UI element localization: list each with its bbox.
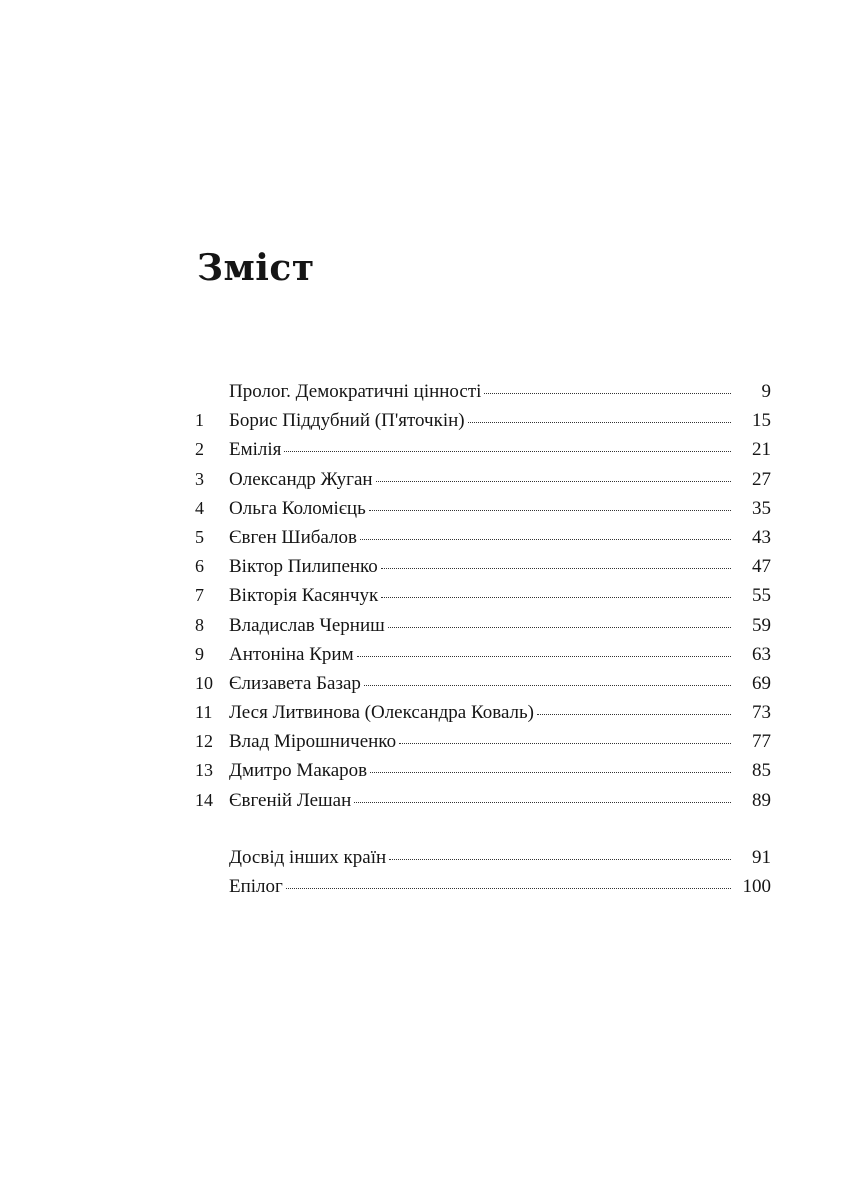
chapter-title: Емілія [229, 439, 282, 461]
page-number: 59 [752, 614, 771, 636]
section-gap [195, 815, 775, 843]
toc-entry[interactable] [195, 406, 775, 435]
page-number: 63 [752, 643, 771, 665]
toc-entry[interactable] [195, 843, 775, 872]
chapter-title: Дмитро Макаров [229, 760, 368, 782]
toc-entry[interactable] [195, 377, 775, 406]
chapter-number: 2 [195, 439, 204, 460]
page-number: 100 [742, 876, 771, 897]
toc-entry[interactable] [195, 552, 775, 581]
chapter-number: 13 [195, 760, 213, 781]
chapter-number: 11 [195, 702, 213, 723]
toc-entry-body [229, 727, 775, 756]
toc-entry-body [229, 786, 775, 815]
chapter-title: Влад Мірошниченко [229, 731, 397, 753]
toc-entry[interactable] [195, 727, 775, 756]
toc-entry[interactable] [195, 494, 775, 523]
chapter-number: 7 [195, 585, 204, 606]
page-number: 43 [752, 526, 771, 548]
toc-entry-body [229, 611, 775, 640]
dot-leader [381, 597, 731, 598]
page-number: 55 [752, 585, 771, 607]
toc-entry[interactable] [195, 611, 775, 640]
page-number: 21 [752, 439, 771, 461]
chapter-title: Віктор Пилипенко [229, 556, 378, 578]
page-number: 69 [752, 672, 771, 694]
toc-entry-body [229, 377, 775, 406]
dot-leader [364, 685, 731, 686]
chapter-title: Олександр Жуган [229, 468, 373, 490]
chapter-title: Євген Шибалов [229, 526, 357, 548]
dot-leader [284, 451, 731, 452]
chapter-title: Вікторія Касянчук [229, 585, 379, 607]
dot-leader [484, 393, 731, 394]
toc-entry-body [229, 465, 775, 494]
chapter-title: Леся Литвинова (Олександра Коваль) [229, 702, 535, 724]
dot-leader [399, 743, 731, 744]
chapter-title: Ольга Коломієць [229, 497, 366, 519]
chapter-title: Пролог. Демократичні цінності [229, 381, 482, 402]
page-number: 73 [752, 702, 771, 724]
toc-appendix-list [195, 843, 775, 901]
dot-leader [357, 656, 731, 657]
toc-entry[interactable] [195, 756, 775, 785]
chapter-title: Борис Піддубний (П'яточкін) [229, 410, 465, 432]
toc-entry[interactable] [195, 581, 775, 610]
chapter-number: 9 [195, 643, 204, 664]
page-number: 89 [752, 789, 771, 811]
chapter-number: 8 [195, 614, 204, 635]
toc-entry[interactable] [195, 465, 775, 494]
toc-entry-body [229, 640, 775, 669]
page-number: 9 [761, 381, 771, 402]
toc-entry-body [229, 494, 775, 523]
toc-entry[interactable] [195, 523, 775, 552]
table-of-contents [195, 377, 775, 901]
toc-entry[interactable] [195, 640, 775, 669]
chapter-title: Епілог [229, 876, 283, 897]
dot-leader [537, 714, 731, 715]
toc-entry[interactable] [195, 669, 775, 698]
toc-entry-body [229, 581, 775, 610]
toc-entry-body [229, 523, 775, 552]
dot-leader [376, 481, 731, 482]
dot-leader [286, 888, 731, 889]
toc-entry[interactable] [195, 786, 775, 815]
toc-main-list [195, 377, 775, 815]
chapter-title: Антоніна Крим [229, 643, 354, 665]
chapter-number: 1 [195, 410, 204, 431]
page-number: 15 [752, 410, 771, 432]
page-title: Зміст [197, 247, 315, 289]
chapter-title: Владислав Черниш [229, 614, 385, 636]
dot-leader [389, 859, 731, 860]
toc-entry-body [229, 552, 775, 581]
chapter-title: Євгеній Лешан [229, 789, 352, 811]
toc-entry-body [229, 698, 775, 727]
chapter-number: 5 [195, 526, 204, 547]
chapter-number: 10 [195, 672, 213, 693]
chapter-number: 14 [195, 789, 213, 810]
page-number: 91 [752, 846, 771, 868]
page-number: 85 [752, 760, 771, 782]
dot-leader [354, 802, 731, 803]
toc-entry-body [229, 872, 775, 901]
page-number: 77 [752, 731, 771, 753]
toc-entry-body [229, 406, 775, 435]
dot-leader [388, 627, 731, 628]
dot-leader [369, 510, 731, 511]
toc-entry-body [229, 756, 775, 785]
toc-entry[interactable] [195, 872, 775, 901]
toc-entry[interactable] [195, 698, 775, 727]
page-number: 27 [752, 468, 771, 490]
page-number: 35 [752, 497, 771, 519]
dot-leader [370, 772, 731, 773]
chapter-number: 4 [195, 497, 204, 518]
chapter-number: 6 [195, 556, 204, 577]
chapter-title: Єлизавета Базар [229, 672, 361, 694]
toc-entry-body [229, 435, 775, 464]
dot-leader [468, 422, 731, 423]
toc-entry-body [229, 669, 775, 698]
dot-leader [360, 539, 731, 540]
chapter-title: Досвід інших країн [229, 846, 387, 868]
toc-entry-body [229, 843, 775, 872]
page-number: 47 [752, 556, 771, 578]
toc-entry[interactable] [195, 435, 775, 464]
chapter-number: 3 [195, 468, 204, 489]
chapter-number: 12 [195, 731, 213, 752]
dot-leader [381, 568, 731, 569]
